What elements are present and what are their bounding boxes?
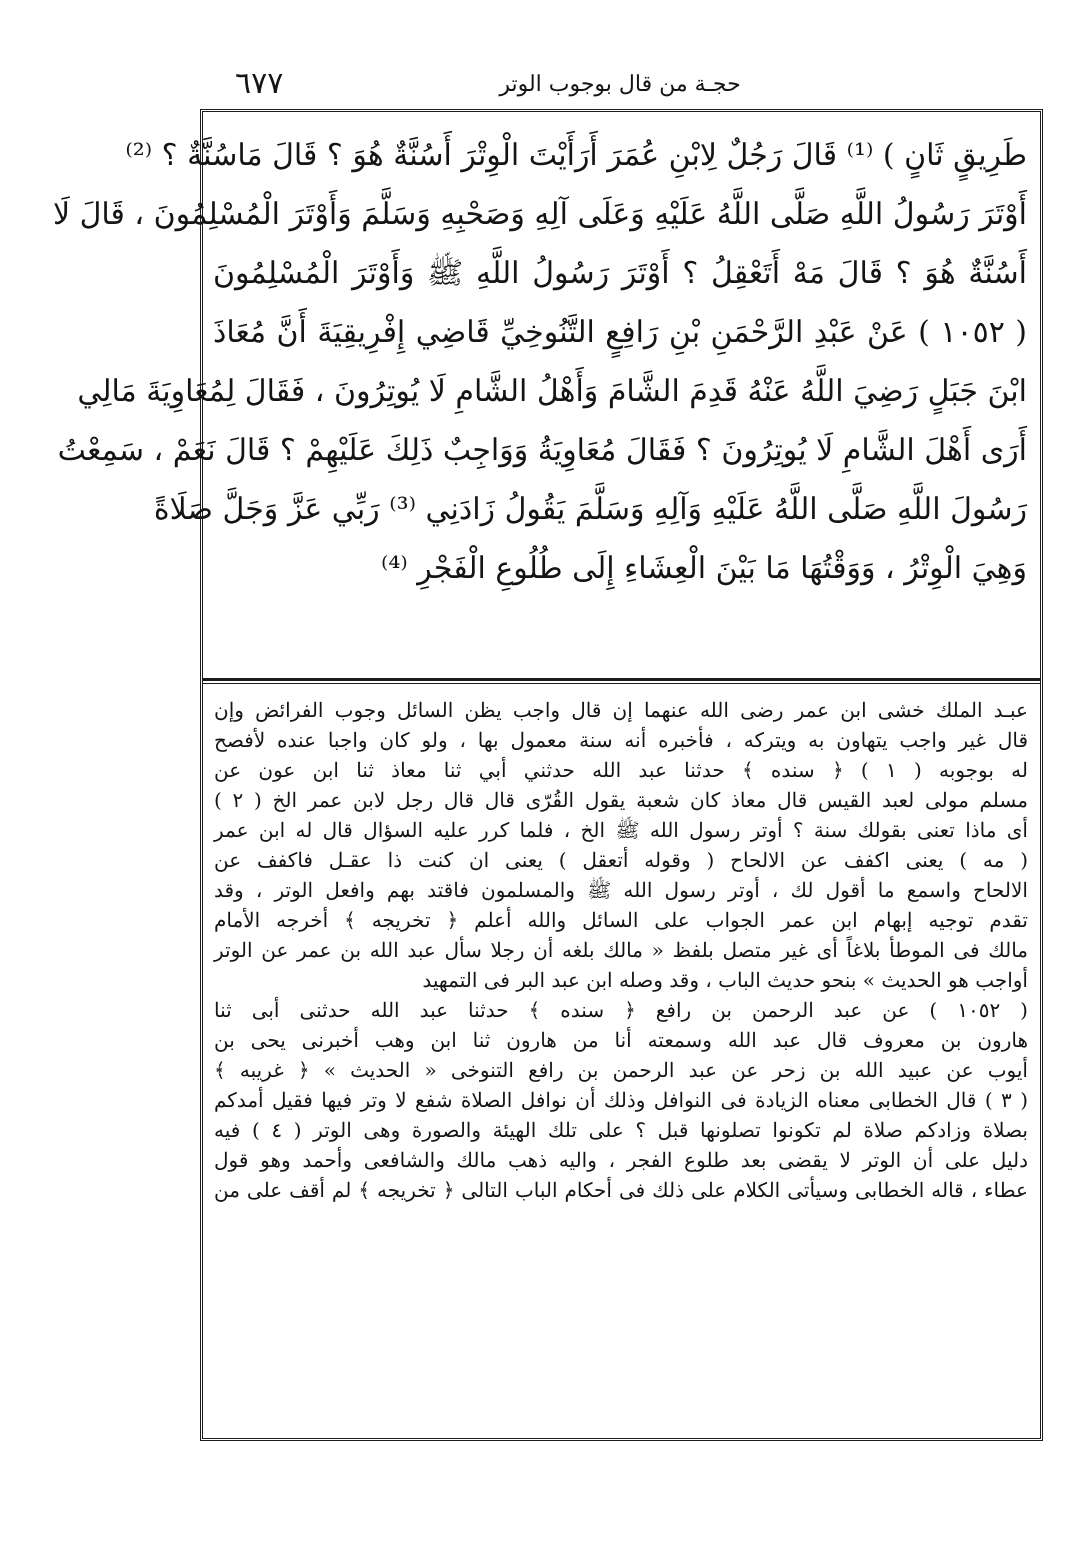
section-divider xyxy=(203,678,1040,684)
hadith-line: أَرَى أَهْلَ الشَّامِ لَا يُوتِرُونَ ؟ فَقَالَ مُعَاوِيَةُ وَوَاجِبٌ ذَلِكَ عَلَيْهِمْ ؟ قَالَ نَعَمْ ، سَمِعْتُ xyxy=(57,433,1027,468)
commentary-line: أواجب هو الحديث » بنحو حديث الباب ، وقد وصله ابن عبد البر فى التمهيد xyxy=(422,968,1028,992)
commentary-line: أيوب عن عبيد الله بن زحر عن عبد الرحمن بن رافع التنوخى « الحديث » ﴿ غريبه ﴾ xyxy=(214,1058,1028,1082)
hadith-line: رَسُولَ اللَّهِ صَلَّى اللَّهُ عَلَيْهِ وَآلِهِ وَسَلَّمَ يَقُولُ زَادَنِي ⁽³⁾ رَبِّي عَزَّ وَجَلَّ صَلَاةً xyxy=(153,492,1027,527)
page-header xyxy=(205,64,1040,108)
commentary-line: تقدم توجيه إبهام ابن عمر الجواب على السائل والله أعلم ﴿ تخريجه ﴾ أخرجه الأمام xyxy=(214,908,1028,932)
commentary-line: عبـد الملك خشى ابن عمر رضى الله عنهما إن قال واجب يظن السائل وجوب الفرائض وإن xyxy=(214,698,1028,722)
commentary-line: دليل على أن الوتر لا يقضى بعد طلوع الفجر ، واليه ذهب مالك والشافعى وأحمد وهو قول xyxy=(214,1148,1028,1172)
commentary-line: مسلم مولى لعبد القيس قال معاذ كان شعبة يقول القُرّى قال قال رجل لابن عمر الخ ( ٢ ) xyxy=(214,788,1028,812)
commentary-text xyxy=(210,695,1032,1435)
hadith-line: أَوْتَرَ رَسُولُ اللَّهِ صَلَّى اللَّهُ عَلَيْهِ وَعَلَى آلِهِ وَصَحْبِهِ وَسَلَّمَ وَأَوْتَرَ الْمُسْلِمُونَ ، قَالَ لَا xyxy=(52,197,1027,232)
commentary-line: له بوجوبه ( ١ ) ﴿ سنده ﴾ حدثنا عبد الله حدثني أبي ثنا معاذ ثنا ابن عون عن xyxy=(214,758,1028,782)
hadith-line: طَرِيقٍ ثَانٍ ) ⁽¹⁾ قَالَ رَجُلٌ لِابْنِ عُمَرَ أَرَأَيْتَ الْوِتْرَ أَسُنَّةٌ هُوَ ؟ قَالَ مَاسُنَّةٌ ؟ ⁽²⁾ xyxy=(125,138,1027,173)
commentary-line: قال غير واجب يتهاون به ويتركه ، فأخبره أنه سنة معمول بها ، ولو كان واجبا عنده لأفصح xyxy=(214,728,1029,752)
hadith-line: وَهِيَ الْوِتْرُ ، وَوَقْتُهَا مَا بَيْنَ الْعِشَاءِ إِلَى طُلُوعِ الْفَجْرِ ⁽⁴⁾ xyxy=(380,551,1027,586)
hadith-line: أَسُنَّةٌ هُوَ ؟ قَالَ مَهْ أَتَعْقِلُ ؟ أَوْتَرَ رَسُولُ اللَّهِ ﷺ وَأَوْتَرَ الْمُسْلِمُونَ xyxy=(213,256,1027,291)
commentary-line: عطاء ، قاله الخطابى وسيأتى الكلام على ذلك فى أحكام الباب التالى ﴿ تخريجه ﴾ لم أقف على من xyxy=(214,1178,1028,1202)
page-number: ٦٧٧ xyxy=(235,66,284,101)
hadith-line: ابْنَ جَبَلٍ رَضِيَ اللَّهُ عَنْهُ قَدِمَ الشَّامَ وَأَهْلُ الشَّامِ لَا يُوتِرُونَ ، فَقَالَ لِمُعَاوِيَةَ مَالِي xyxy=(77,374,1027,409)
commentary-line: ( ١٠٥٢ ) عن عبد الرحمن بن رافع ﴿ سنده ﴾ حدثنا عبد الله حدثنى أبى ثنا xyxy=(214,998,1028,1022)
commentary-line: بصلاة وزادكم صلاة لم تكونوا تصلونها قبل ؟ على تلك الهيئة والصورة وهى الوتر ( ٤ ) فيه xyxy=(214,1118,1028,1142)
commentary-line: ( مه ) يعنى اكفف عن الالحاح ( وقوله أتعقل ) يعنى ان كنت ذا عقـل فاكفف عن xyxy=(214,848,1028,872)
hadith-line: ( ١٠٥٢ ) عَنْ عَبْدِ الرَّحْمَنِ بْنِ رَافِعٍ التَّنُوخِيِّ قَاضِي إِفْرِيقِيَةَ أَنَّ مُعَاذَ xyxy=(213,315,1027,350)
commentary-line: هارون بن معروف قال عبد الله وسمعته أنا من هارون ثنا ابن وهب أخبرنى يحى بن xyxy=(214,1028,1028,1052)
hadith-text xyxy=(52,126,1035,660)
commentary-line: مالك فى الموطأ بلاغاً أى غير متصل بلفظ « مالك بلغه أن رجلا سأل عبد الله بن عمر عن الوتر xyxy=(214,938,1028,962)
commentary-line: أى ماذا تعنى بقولك سنة ؟ أوتر رسول الله ﷺ الخ ، فلما كرر عليه السؤال قال له ابن عمر xyxy=(214,818,1028,842)
running-title: حجـة من قال بوجوب الوتر xyxy=(499,72,741,97)
commentary-line: الالحاح واسمع ما أقول لك ، أوتر رسول الله ﷺ والمسلمون فاقتد بهم وافعل الوتر ، وقد xyxy=(214,878,1028,902)
commentary-line: ( ٣ ) قال الخطابى معناه الزيادة فى النوافل وذلك أن نوافل الصلاة شفع لا وتر فيها فقيل أمدكم xyxy=(214,1088,1028,1112)
